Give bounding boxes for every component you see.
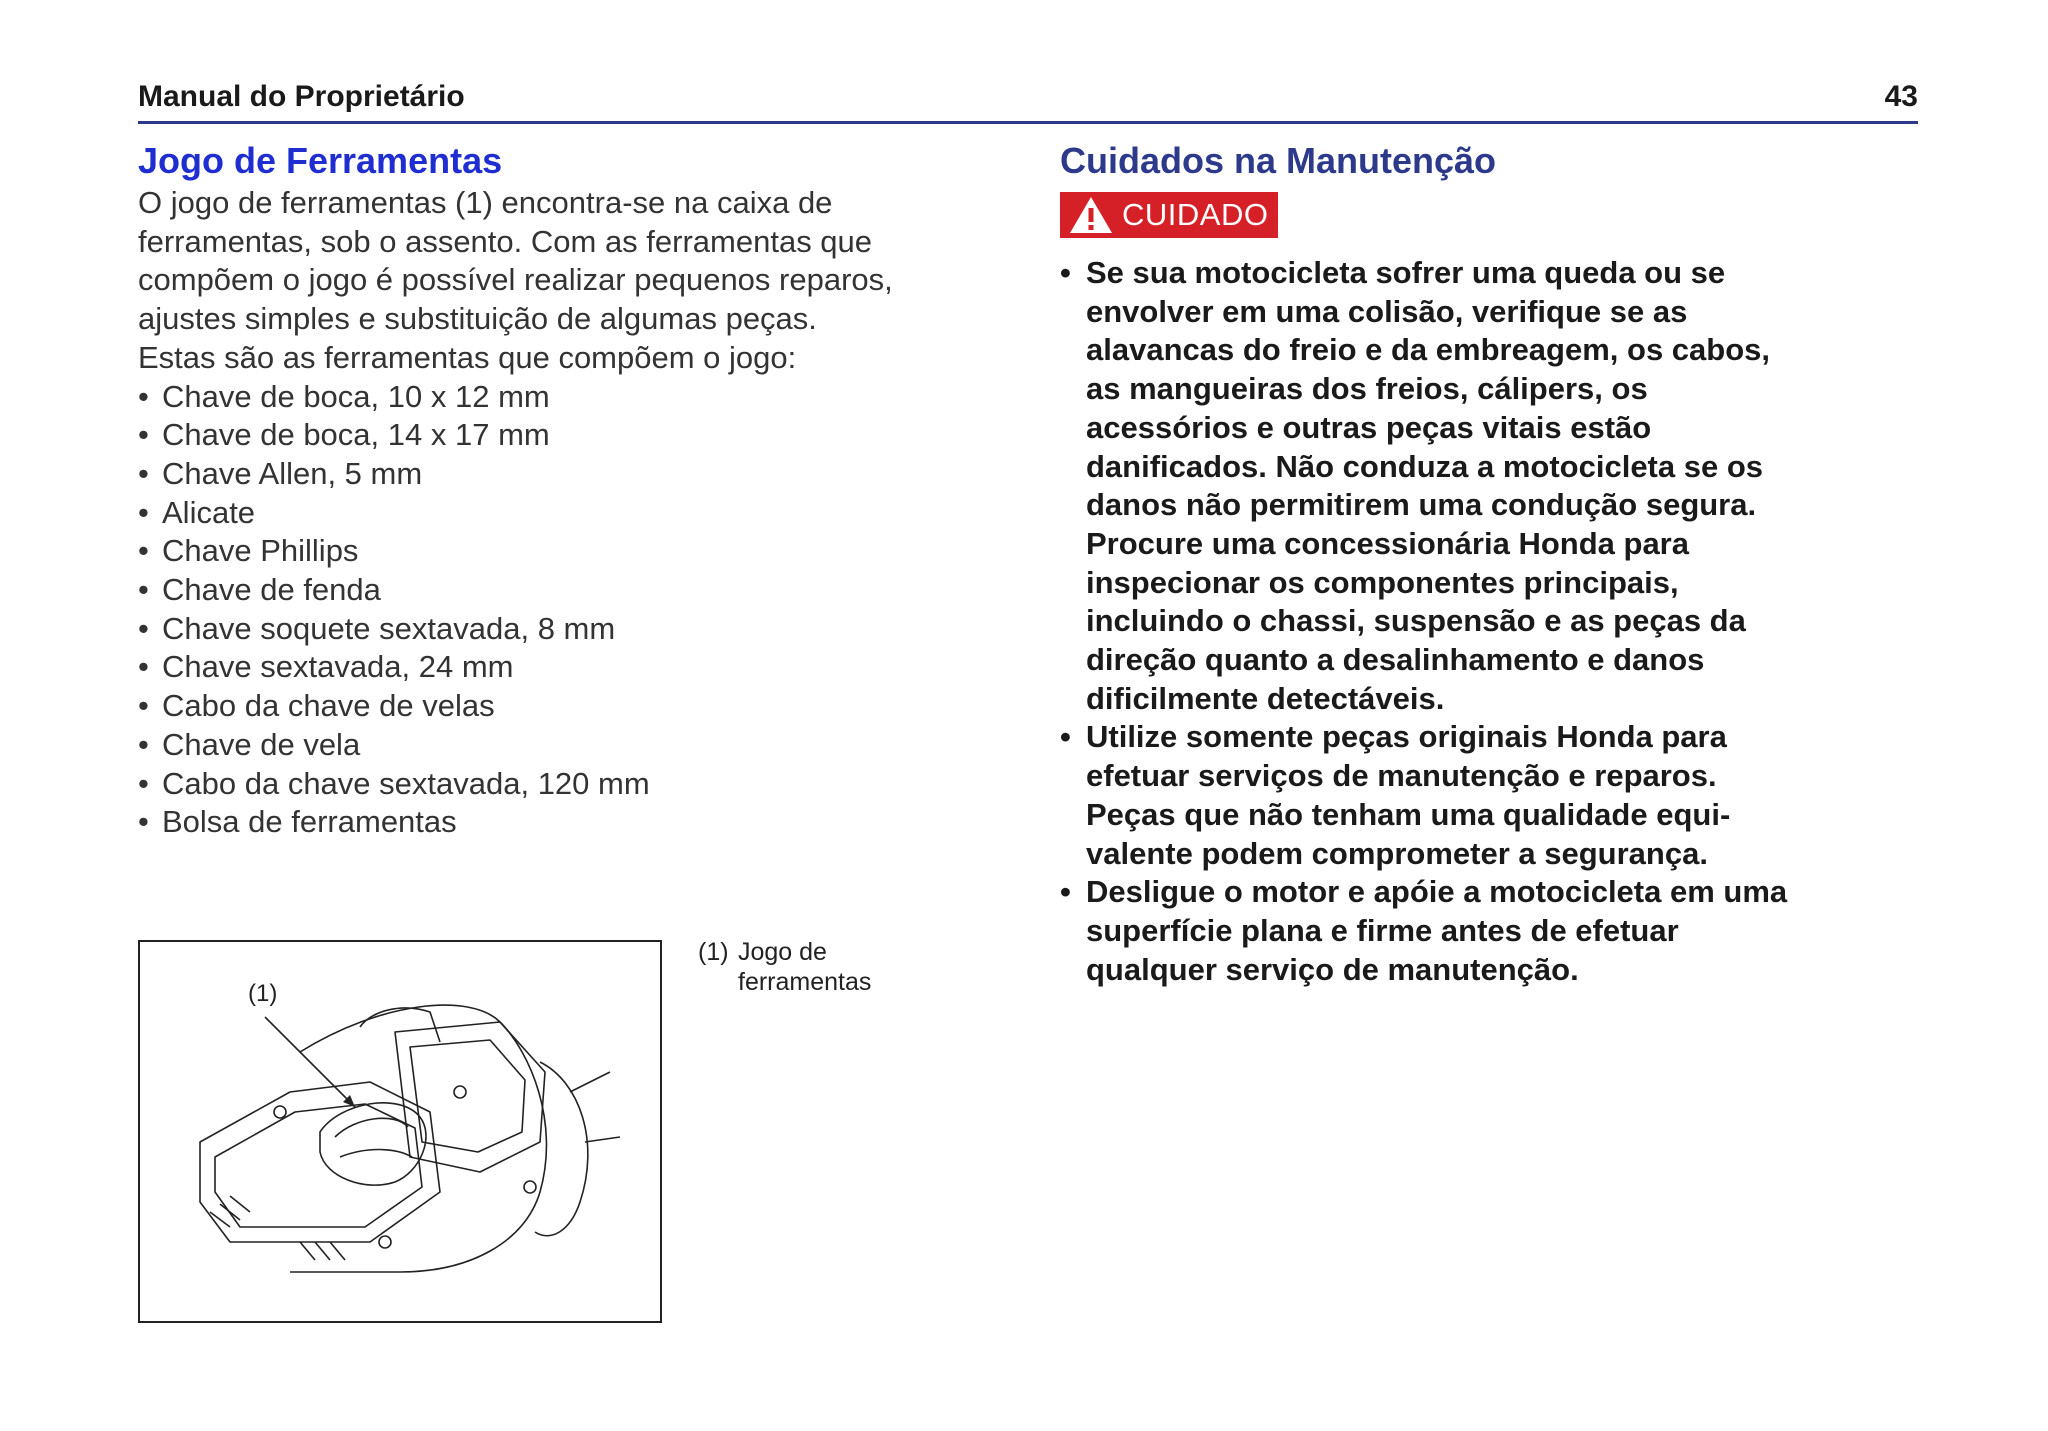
warning-line: dificilmente detectáveis. [1086,680,1445,716]
caption-line: ferramentas [738,968,872,996]
caution-label: CUIDADO [1122,197,1269,232]
maintenance-care-section [1060,138,1920,989]
tool-item: • Chave Allen, 5 mm [138,455,958,494]
warning-line: acessórios e outras peças vitais estão [1086,409,1652,445]
tool-kit-title: Jogo de Ferramentas [138,140,503,181]
tool-item: • Bolsa de ferramentas [138,803,958,842]
warning-line: Desligue o motor e apóie a motocicleta em uma [1086,874,1788,910]
caption-number: (1) [698,938,729,966]
warning-line: valente podem comprometer a segurança. [1086,835,1708,871]
figure-caption [698,937,958,997]
tool-list [138,378,958,842]
warning-line: inspecionar os componentes principais, [1086,564,1679,600]
warning-item [1060,718,1920,873]
tool-item: • Chave de boca, 10 x 12 mm [138,378,958,417]
warning-triangle-icon [1068,195,1114,235]
intro-line: Estas são as ferramentas que compõem o jogo: [138,339,797,375]
tool-item: • Chave Phillips [138,532,958,571]
tool-item: • Chave sextavada, 24 mm [138,648,958,687]
warning-line: qualquer serviço de manutenção. [1086,951,1579,987]
tool-kit-intro [138,184,958,378]
warning-item [1060,873,1920,989]
intro-line: ajustes simples e substituição de algumas peças. [138,301,817,337]
caption-line: Jogo de [738,938,827,966]
warning-line: Peças que não tenham uma qualidade equi- [1086,796,1731,832]
tool-item: • Chave de boca, 14 x 17 mm [138,416,958,455]
page-number: 43 [1884,80,1918,113]
warning-line: Se sua motocicleta sofrer uma queda ou se [1086,255,1726,290]
figure-callout-label: (1) [248,980,278,1007]
tool-kit-illustration [138,940,662,1323]
warning-line: danificados. Não conduza a motocicleta se os [1086,448,1764,484]
warning-line: incluindo o chassi, suspensão e as peças da [1086,603,1746,639]
warning-line: efetuar serviços de manutenção e reparos. [1086,758,1717,794]
intro-line: ferramentas, sob o assento. Com as ferramentas que [138,223,873,259]
tool-item: • Cabo da chave de velas [138,687,958,726]
warning-line: Utilize somente peças originais Honda para [1086,719,1727,755]
tool-item: • Chave de fenda [138,571,958,610]
caution-badge [1060,192,1278,238]
maintenance-care-title: Cuidados na Manutenção [1060,140,1497,181]
manual-title: Manual do Proprietário [138,80,465,113]
tool-item: • Cabo da chave sextavada, 120 mm [138,765,958,804]
tool-kit-section [138,138,958,842]
warning-line: direção quanto a desalinhamento e danos [1086,642,1705,678]
motorcycle-seat-drawing [140,942,660,1321]
warning-list [1060,254,1920,989]
warning-line: as mangueiras dos freios, cálipers, os [1086,371,1648,407]
header-rule [138,121,1918,124]
tool-item: • Chave de vela [138,726,958,765]
warning-line: envolver em uma colisão, verifique se as [1086,293,1688,329]
tool-item: • Chave soquete sextavada, 8 mm [138,610,958,649]
warning-item [1060,254,1920,718]
warning-line: Procure uma concessionária Honda para [1086,525,1689,561]
intro-line: compõem o jogo é possível realizar pequenos reparos, [138,262,893,298]
warning-line: alavancas do freio e da embreagem, os cabos, [1086,332,1771,368]
warning-line: danos não permitirem uma condução segura. [1086,487,1757,523]
warning-line: superfície plana e firme antes de efetuar [1086,912,1679,948]
intro-line: O jogo de ferramentas (1) encontra-se na caixa de [138,185,833,220]
tool-item: • Alicate [138,494,958,533]
